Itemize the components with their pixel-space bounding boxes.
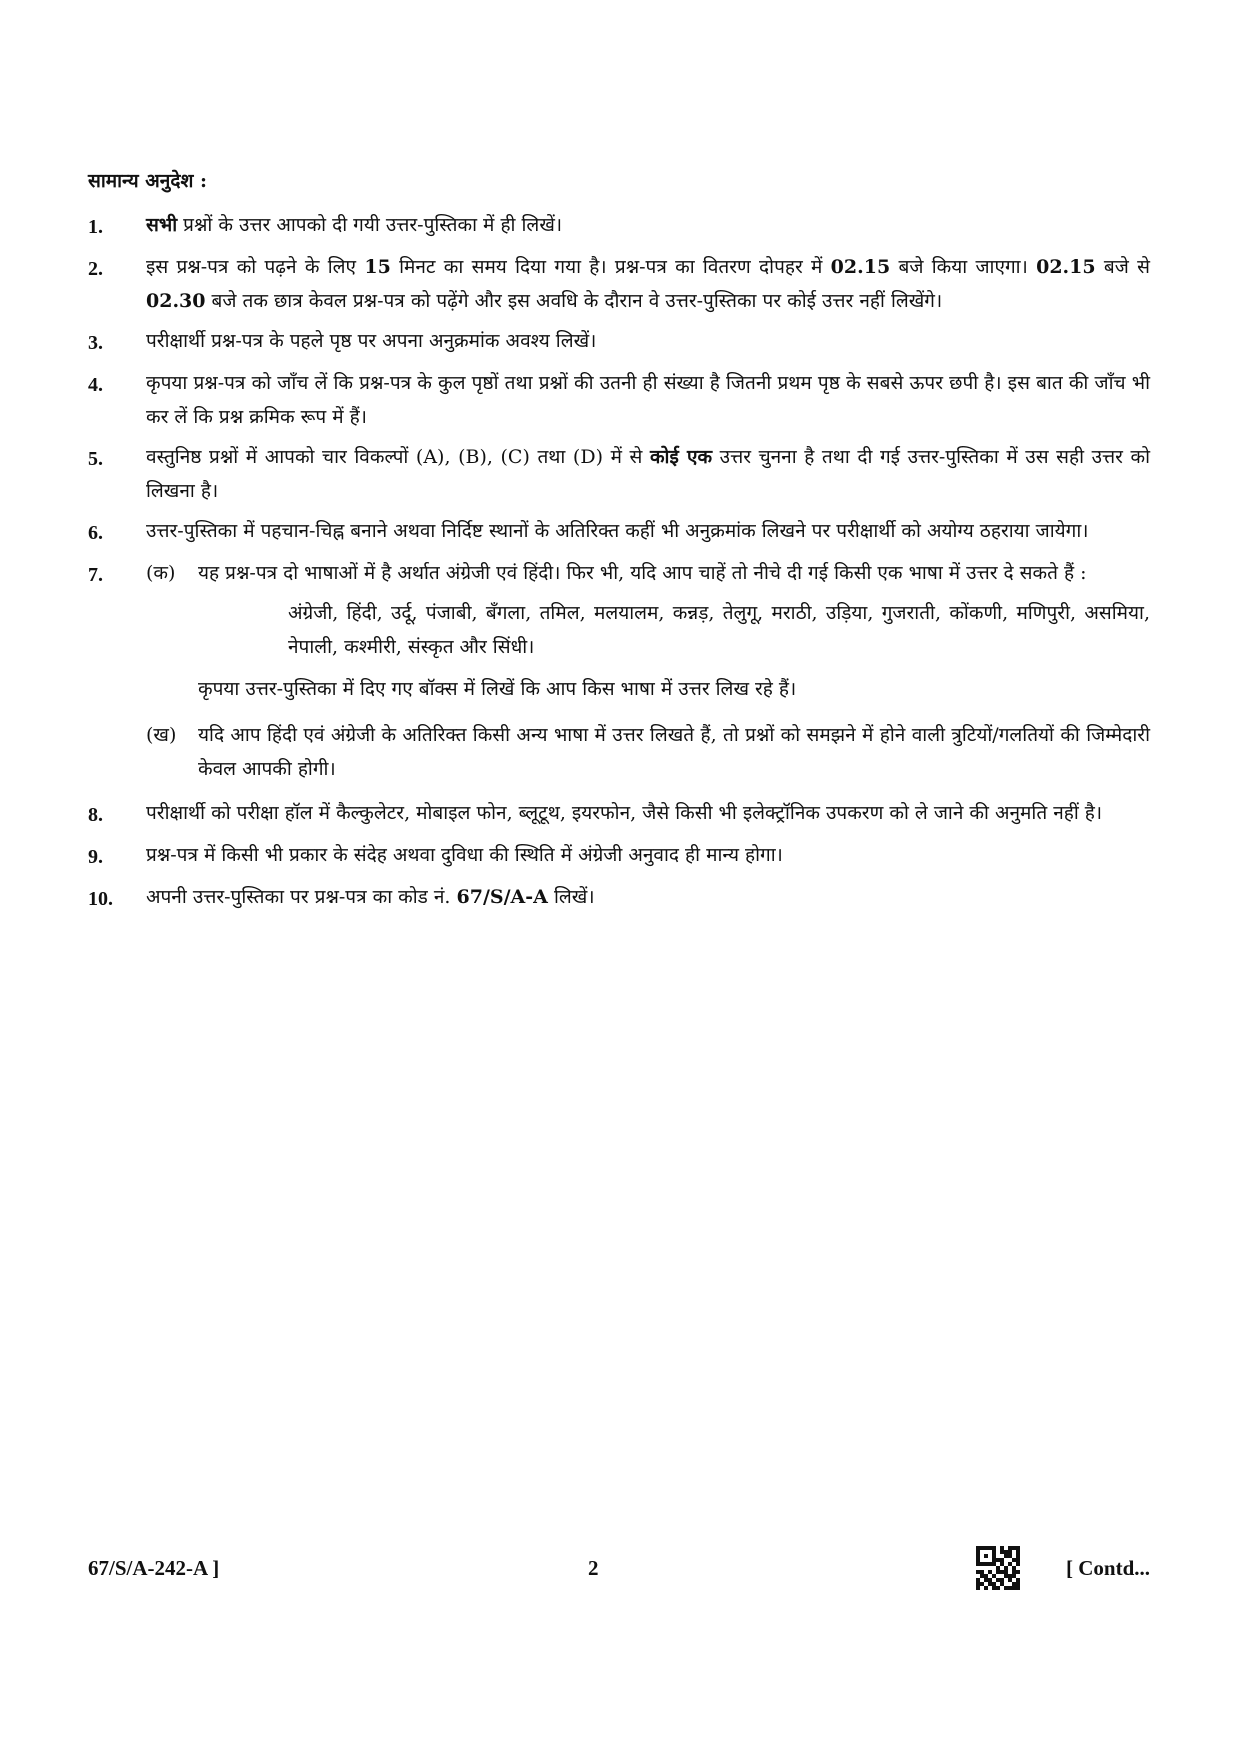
sub-instruction-b: (ख) यदि आप हिंदी एवं अंग्रेजी के अतिरिक्त किसी अन्य भाषा में उत्तर लिखते हैं, तो प्रश्नों को समझने में होने वाली त्रुटियों/गलतियों की जिम्मेदारी केवल आपकी होगी। — [146, 724, 1150, 780]
instruction-5: 5. वस्तुनिष्ठ प्रश्नों में आपको चार विकल्पों (A), (B), (C) तथा (D) में से कोई एक उत्तर चुनना है तथा दी गई उत्तर-पुस्तिका में उस सही उत्तर को लिखना है। — [88, 440, 1150, 508]
instruction-7 — [88, 556, 1150, 790]
instructions-section — [88, 168, 1150, 922]
instruction-3: 3. परीक्षार्थी प्रश्न-पत्र के पहले पृष्ठ पर अपना अनुक्रमांक अवश्य लिखें। — [88, 324, 1150, 360]
instructions-heading: सामान्य अनुदेश : — [88, 170, 207, 192]
bold-text: सभी — [146, 214, 178, 236]
instruction-2: 2. इस प्रश्न-पत्र को पढ़ने के लिए 15 मिनट का समय दिया गया है। प्रश्न-पत्र का वितरण दोपहर में 02.15 बजे किया जाएगा। 02.15 बजे से 02.30 बजे तक छात्र केवल प्रश्न-पत्र को पढ़ेंगे और इस अवधि के दौरान वे उत्तर-पुस्तिका पर कोई उत्तर नहीं लिखेंगे। — [88, 250, 1150, 318]
instruction-number: 10. — [88, 888, 113, 910]
instruction-8: 8. परीक्षार्थी को परीक्षा हॉल में कैल्कुलेटर, मोबाइल फोन, ब्लूटूथ, इयरफोन, जैसे किसी भी इलेक्ट्रॉनिक उपकरण को ले जाने की अनुमति नहीं है। — [88, 796, 1150, 832]
instruction-number: 2. — [88, 258, 103, 280]
instruction-number: 5. — [88, 448, 103, 470]
qr-code-icon — [976, 1546, 1020, 1590]
instruction-number: 8. — [88, 804, 103, 826]
instruction-1: 1. सभी प्रश्नों के उत्तर आपको दी गयी उत्तर-पुस्तिका में ही लिखें। — [88, 208, 1150, 244]
instruction-4: 4. कृपया प्रश्न-पत्र को जाँच लें कि प्रश्न-पत्र के कुल पृष्ठों तथा प्रश्नों की उतनी ही संख्या है जितनी प्रथम पृष्ठ के सबसे ऊपर छपी है। इस बात की जाँच भी कर लें कि प्रश्न क्रमिक रूप में हैं। — [88, 366, 1150, 434]
instruction-number: 9. — [88, 846, 103, 868]
instruction-9: 9. प्रश्न-पत्र में किसी भी प्रकार के संदेह अथवा दुविधा की स्थिति में अंग्रेजी अनुवाद ही मान्य होगा। — [88, 838, 1150, 874]
page-footer — [88, 1546, 1150, 1596]
instruction-number: 1. — [88, 216, 103, 238]
sub-instruction-a: (क) यह प्रश्न-पत्र दो भाषाओं में है अर्थात अंग्रेजी एवं हिंदी। फिर भी, यदि आप चाहें तो नीचे दी गई किसी एक भाषा में उत्तर दे सकते हैं : अंग्रेजी, हिंदी, उर्दू, पंजाबी, बँगला, तमिल, मलयालम, कन्नड़, तेलुगू, मराठी, उड़िया, गुजराती, कोंकणी, मणिपुरी, असमिया, नेपाली, कश्मीरी, संस्कृत और सिंधी। कृपया उत्तर-पुस्तिका में दिए गए बॉक्स में लिखें कि आप किस भाषा में उत्तर लिख रहे हैं। — [146, 556, 1150, 714]
paper-code: 67/S/A-242-A ] — [88, 1556, 220, 1580]
instruction-number: 3. — [88, 332, 103, 354]
instruction-number: 7. — [88, 564, 103, 586]
continued-label: [ Contd... — [1065, 1556, 1150, 1580]
page-number: 2 — [588, 1556, 599, 1580]
instruction-6: 6. उत्तर-पुस्तिका में पहचान-चिह्न बनाने अथवा निर्दिष्ट स्थानों के अतिरिक्त कहीं भी अनुक्रमांक लिखने पर परीक्षार्थी को अयोग्य ठहराया जायेगा। — [88, 514, 1150, 550]
instruction-number: 6. — [88, 522, 103, 544]
instruction-number: 4. — [88, 374, 103, 396]
language-list: अंग्रेजी, हिंदी, उर्दू, पंजाबी, बँगला, तमिल, मलयालम, कन्नड़, तेलुगू, मराठी, उड़िया, गुजराती, कोंकणी, मणिपुरी, असमिया, नेपाली, कश्मीरी, संस्कृत और सिंधी। — [288, 602, 1150, 658]
language-note: कृपया उत्तर-पुस्तिका में दिए गए बॉक्स में लिखें कि आप किस भाषा में उत्तर लिख रहे हैं। — [198, 678, 797, 700]
instruction-10: 10. अपनी उत्तर-पुस्तिका पर प्रश्न-पत्र का कोड नं. 67/S/A-A लिखें। — [88, 880, 1150, 916]
